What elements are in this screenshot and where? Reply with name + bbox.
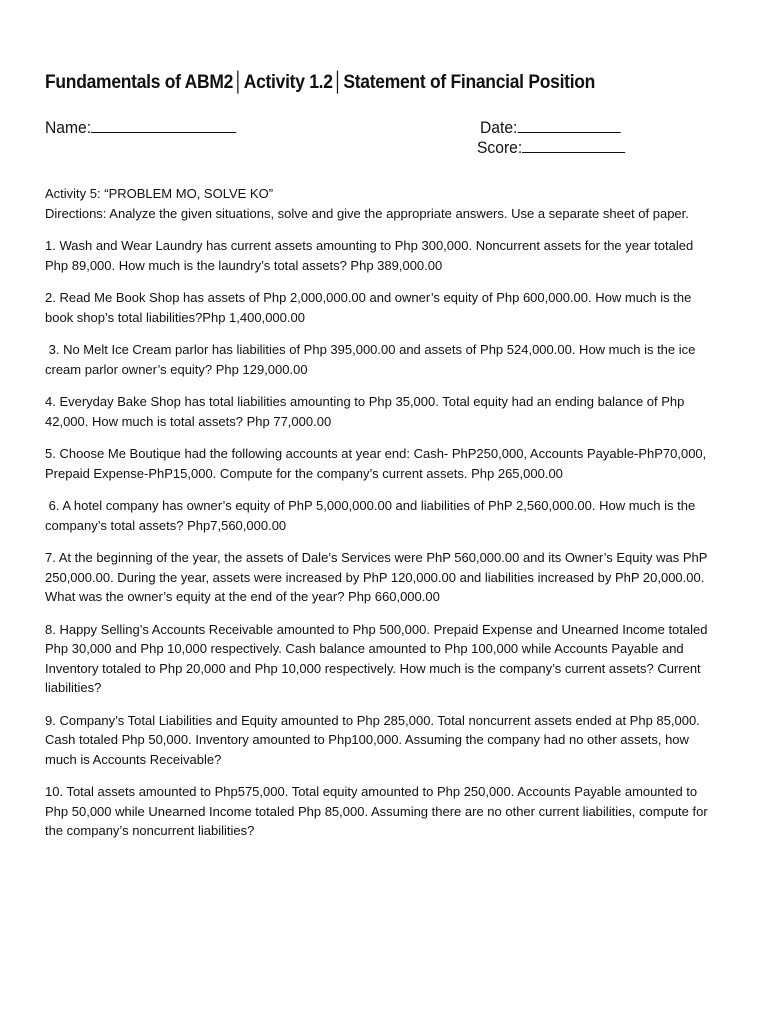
question-9: 9. Company’s Total Liabilities and Equity amounted to Php 285,000. Total noncurrent assets ended at Php 85,000. Cash totaled Php 50,000. Inventory amounted to Php100,000. Assuming the company had no other assets, how much is Accounts Receivable? (45, 712, 700, 767)
question-3: 3. No Melt Ice Cream parlor has liabilities of Php 395,000.00 and assets of Php 524,000.00. How much is the ice cream parlor owner’s equity? Php 129,000.00 (45, 342, 699, 377)
question-5: 5. Choose Me Boutique had the following accounts at year end: Cash- PhP250,000, Accounts Payable-PhP70,000, Prepaid Expense-PhP15,000. Compute for the company’s current assets. Php 265,000.00 (45, 446, 707, 481)
date-blank-line (517, 116, 620, 133)
question-1: 1. Wash and Wear Laundry has current assets amounting to Php 300,000. Noncurrent assets for the year totaled Php 89,000. How much is the laundry’s total assets? Php 389,000.00 (45, 238, 694, 273)
question-10: 10. Total assets amounted to Php575,000. Total equity amounted to Php 250,000. Accounts Payable amounted to Php 50,000 while Unearned Income totaled Php 85,000. Assuming there are no other current liabilities, compute for the company’s noncurrent liabilities? (45, 784, 708, 838)
directions-text: Directions: Analyze the given situations, solve and give the appropriate answers. Use a separate sheet of paper. (45, 205, 689, 221)
question-2: 2. Read Me Book Shop has assets of Php 2,000,000.00 and owner’s equity of Php 600,000.00. How much is the book shop’s total liabilities?Php 1,400,000.00 (45, 290, 692, 325)
name-label: Name: (45, 118, 92, 137)
document-title: Fundamentals of ABM2│Activity 1.2│Statement of Financial Position (45, 72, 596, 93)
score-blank-line (522, 136, 625, 153)
score-field (477, 136, 625, 158)
question-4: 4. Everyday Bake Shop has total liabilities amounting to Php 35,000. Total equity had an ending balance of Php 42,000. How much is total assets? Php 77,000.00 (45, 394, 685, 429)
question-7: 7. At the beginning of the year, the assets of Dale’s Services were PhP 560,000.00 and its Owner’s Equity was PhP 250,000.00. During the year, assets were increased by PhP 120,000.00 and liabilities increased by PhP 20,000.00. What was the owner’s equity at the end of the year? Php 660,000.00 (45, 550, 708, 604)
activity-content (45, 184, 713, 854)
date-label: Date: (480, 118, 518, 137)
name-blank-line (91, 116, 236, 133)
score-label: Score: (477, 138, 523, 157)
question-8: 8. Happy Selling’s Accounts Receivable amounted to Php 500,000. Prepaid Expense and Unearned Income totaled Php 30,000 and Php 10,000 respectively. Cash balance amounted to Php 100,000 while Accounts Payable and Inventory totaled to Php 20,000 and Php 10,000 respectively. How much is the company’s current assets? Current liabilities? (45, 621, 708, 695)
name-field (45, 116, 236, 138)
activity-title: Activity 5: “PROBLEM MO, SOLVE KO” (45, 186, 274, 201)
question-6: 6. A hotel company has owner’s equity of PhP 5,000,000.00 and liabilities of PhP 2,560,000.00. How much is the company’s total assets? Php7,560,000.00 (45, 498, 699, 533)
date-field (480, 116, 620, 138)
